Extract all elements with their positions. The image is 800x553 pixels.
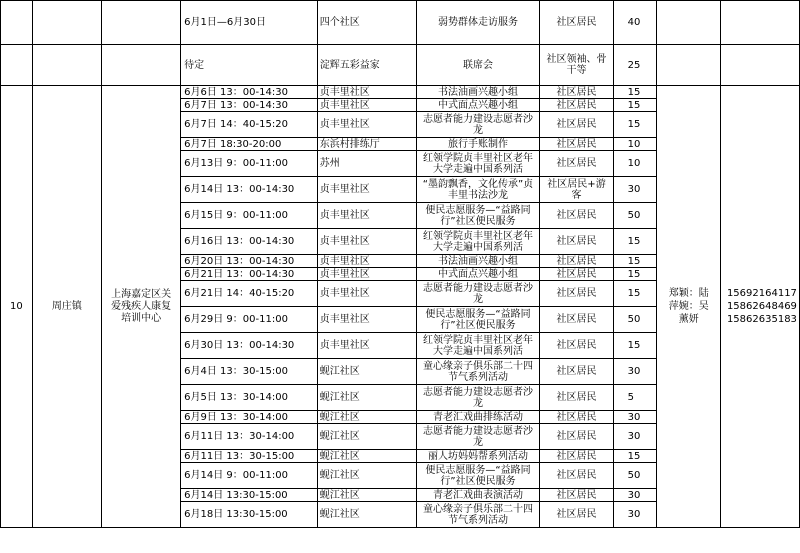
- place-cell: 蚬江社区: [317, 424, 416, 450]
- activity-cell: 便民志愿服务—“益路同行”社区便民服务: [416, 463, 540, 489]
- audience-cell: 社区居民: [540, 281, 613, 307]
- audience-cell: 社区居民: [540, 99, 613, 112]
- empty-cell: [1, 45, 33, 86]
- place-cell: 蚬江社区: [317, 450, 416, 463]
- activity-cell: 志愿者能力建设志愿者沙龙: [416, 281, 540, 307]
- count-cell: 50: [613, 307, 657, 333]
- date-cell: 6月4日 13：30-15:00: [181, 359, 318, 385]
- audience-cell: 社区居民: [540, 255, 613, 268]
- audience-cell: 社区居民: [540, 424, 613, 450]
- phone-number: 15862648469: [726, 301, 797, 312]
- date-cell: 6月18日 13:30-15:00: [181, 502, 318, 528]
- activity-cell: 便民志愿服务—“益路同行”社区便民服务: [416, 307, 540, 333]
- table-row: [1, 45, 800, 86]
- date-cell: 6月15日 9：00-11:00: [181, 203, 318, 229]
- place-cell: 蚬江社区: [317, 502, 416, 528]
- activity-cell: 旅行手账制作: [416, 138, 540, 151]
- activity-cell: 红领学院贞丰里社区老年大学走遍中国系列活: [416, 151, 540, 177]
- audience-cell: 社区居民: [540, 450, 613, 463]
- count-cell: 40: [613, 1, 657, 45]
- contact-cell: [657, 86, 720, 528]
- empty-cell: [102, 1, 181, 45]
- audience-cell: 社区居民: [540, 502, 613, 528]
- activity-cell: 书法油画兴趣小组: [416, 86, 540, 99]
- activity-cell: 青老汇戏曲排练活动: [416, 411, 540, 424]
- contact-name-line: 萍婉：吴: [668, 301, 709, 312]
- date-cell: 6月30日 13：00-14:30: [181, 333, 318, 359]
- date-cell: 6月14日 13:30-15:00: [181, 489, 318, 502]
- phone-number: 15692164117: [726, 288, 797, 299]
- activity-cell: 童心缘亲子俱乐部二十四节气系列活动: [416, 359, 540, 385]
- count-cell: 10: [613, 138, 657, 151]
- town-cell: 周庄镇: [32, 86, 101, 528]
- activity-cell: 志愿者能力建设志愿者沙龙: [416, 385, 540, 411]
- activity-cell: 便民志愿服务—“益路同行”社区便民服务: [416, 203, 540, 229]
- audience-cell: 社区居民+游客: [540, 177, 613, 203]
- organization-cell: [102, 86, 181, 528]
- audience-cell: 社区居民: [540, 489, 613, 502]
- activity-cell: 青老汇戏曲表演活动: [416, 489, 540, 502]
- date-cell: 6月11日 13：30-14:00: [181, 424, 318, 450]
- place-cell: 贞丰里社区: [317, 112, 416, 138]
- contact-name-line: 郑颖：陆: [668, 288, 709, 299]
- count-cell: 10: [613, 151, 657, 177]
- phone-cell: [720, 86, 799, 528]
- place-cell: 蚬江社区: [317, 359, 416, 385]
- place-cell: 贞丰里社区: [317, 307, 416, 333]
- audience-cell: 社区居民: [540, 333, 613, 359]
- count-cell: 30: [613, 489, 657, 502]
- audience-cell: 社区居民: [540, 307, 613, 333]
- activity-cell: 丽人坊妈妈帮系列活动: [416, 450, 540, 463]
- count-cell: 15: [613, 229, 657, 255]
- place-cell: 东浜村排练厅: [317, 138, 416, 151]
- count-cell: 30: [613, 424, 657, 450]
- count-cell: 30: [613, 411, 657, 424]
- count-cell: 30: [613, 177, 657, 203]
- audience-cell: 社区居民: [540, 359, 613, 385]
- place-cell: 蚬江社区: [317, 411, 416, 424]
- date-cell: 6月9日 13：30-14:00: [181, 411, 318, 424]
- date-cell: 6月13日 9：00-11:00: [181, 151, 318, 177]
- date-cell: 6月6日 13：00-14:30: [181, 86, 318, 99]
- place-cell: 蚬江社区: [317, 463, 416, 489]
- audience-cell: 社区居民: [540, 203, 613, 229]
- audience-cell: 社区居民: [540, 268, 613, 281]
- activity-cell: 书法油画兴趣小组: [416, 255, 540, 268]
- activity-cell: 志愿者能力建设志愿者沙龙: [416, 112, 540, 138]
- count-cell: 15: [613, 268, 657, 281]
- audience-cell: 社区居民: [540, 151, 613, 177]
- place-cell: 贞丰里社区: [317, 99, 416, 112]
- place-cell: 贞丰里社区: [317, 268, 416, 281]
- audience-cell: 社区居民: [540, 86, 613, 99]
- count-cell: 50: [613, 463, 657, 489]
- count-cell: 15: [613, 281, 657, 307]
- activity-cell: 童心缘亲子俱乐部二十四节气系列活动: [416, 502, 540, 528]
- count-cell: 50: [613, 203, 657, 229]
- count-cell: 15: [613, 86, 657, 99]
- date-cell: 6月5日 13：30-14:00: [181, 385, 318, 411]
- audience-cell: 社区居民: [540, 112, 613, 138]
- place-cell: 蚬江社区: [317, 385, 416, 411]
- activity-cell: “墨韵飘香，文化传承”贞丰里书法沙龙: [416, 177, 540, 203]
- count-cell: 30: [613, 502, 657, 528]
- date-cell: 6月11日 13：30-15:00: [181, 450, 318, 463]
- count-cell: 30: [613, 359, 657, 385]
- place-cell: 贞丰里社区: [317, 333, 416, 359]
- count-cell: 25: [613, 45, 657, 86]
- date-cell: 6月29日 9：00-11:00: [181, 307, 318, 333]
- date-cell: 6月14日 9：00-11:00: [181, 463, 318, 489]
- count-cell: 15: [613, 450, 657, 463]
- empty-cell: [657, 45, 720, 86]
- table-row: [1, 1, 800, 45]
- organization-name-line: 爱残疾人康复: [111, 300, 172, 312]
- place-cell: 贞丰里社区: [317, 229, 416, 255]
- activity-cell: 志愿者能力建设志愿者沙龙: [416, 424, 540, 450]
- organization-name-line: 培训中心: [121, 312, 162, 324]
- activity-cell: 红领学院贞丰里社区老年大学走遍中国系列活: [416, 229, 540, 255]
- count-cell: 15: [613, 112, 657, 138]
- empty-cell: [1, 1, 33, 45]
- org-index-cell: 10: [1, 86, 33, 528]
- audience-cell: 社区居民: [540, 463, 613, 489]
- phone-number: 15862635183: [726, 314, 797, 325]
- audience-cell: 社区居民: [540, 1, 613, 45]
- table-body: [1, 1, 800, 528]
- date-cell: 6月14日 13：00-14:30: [181, 177, 318, 203]
- place-cell: 贞丰里社区: [317, 255, 416, 268]
- place-cell: 四个社区: [317, 1, 416, 45]
- place-cell: 蚬江社区: [317, 489, 416, 502]
- activity-cell: 联席会: [416, 45, 540, 86]
- activity-cell: 弱势群体走访服务: [416, 1, 540, 45]
- empty-cell: [657, 1, 720, 45]
- audience-cell: 社区领袖、骨干等: [540, 45, 613, 86]
- empty-cell: [32, 45, 101, 86]
- date-cell: 6月7日 14：40-15:20: [181, 112, 318, 138]
- empty-cell: [102, 45, 181, 86]
- count-cell: 15: [613, 333, 657, 359]
- table-row: [1, 86, 800, 99]
- place-cell: 贞丰里社区: [317, 281, 416, 307]
- date-cell: 6月21日 13：00-14:30: [181, 268, 318, 281]
- date-cell: 6月20日 13：00-14:30: [181, 255, 318, 268]
- activity-cell: 中式面点兴趣小组: [416, 99, 540, 112]
- contact-name-line: 薰妍: [678, 314, 699, 325]
- organization-name-line: 上海嘉定区关: [111, 288, 172, 300]
- date-cell: 6月16日 13：00-14:30: [181, 229, 318, 255]
- date-cell: 6月21日 14：40-15:20: [181, 281, 318, 307]
- empty-cell: [720, 1, 799, 45]
- date-cell: 6月7日 13：00-14:30: [181, 99, 318, 112]
- audience-cell: 社区居民: [540, 411, 613, 424]
- count-cell: 15: [613, 99, 657, 112]
- empty-cell: [720, 45, 799, 86]
- activity-cell: 红领学院贞丰里社区老年大学走遍中国系列活: [416, 333, 540, 359]
- activity-cell: 中式面点兴趣小组: [416, 268, 540, 281]
- place-cell: 苏州: [317, 151, 416, 177]
- audience-cell: 社区居民: [540, 385, 613, 411]
- place-cell: 贞丰里社区: [317, 177, 416, 203]
- count-cell: 5: [613, 385, 657, 411]
- date-cell: 6月7日 18:30-20:00: [181, 138, 318, 151]
- place-cell: 贞丰里社区: [317, 203, 416, 229]
- audience-cell: 社区居民: [540, 229, 613, 255]
- audience-cell: 社区居民: [540, 138, 613, 151]
- date-cell: 6月1日—6月30日: [181, 1, 318, 45]
- count-cell: 15: [613, 255, 657, 268]
- place-cell: 淀辉五彩益家: [317, 45, 416, 86]
- date-cell: 待定: [181, 45, 318, 86]
- place-cell: 贞丰里社区: [317, 86, 416, 99]
- empty-cell: [32, 1, 101, 45]
